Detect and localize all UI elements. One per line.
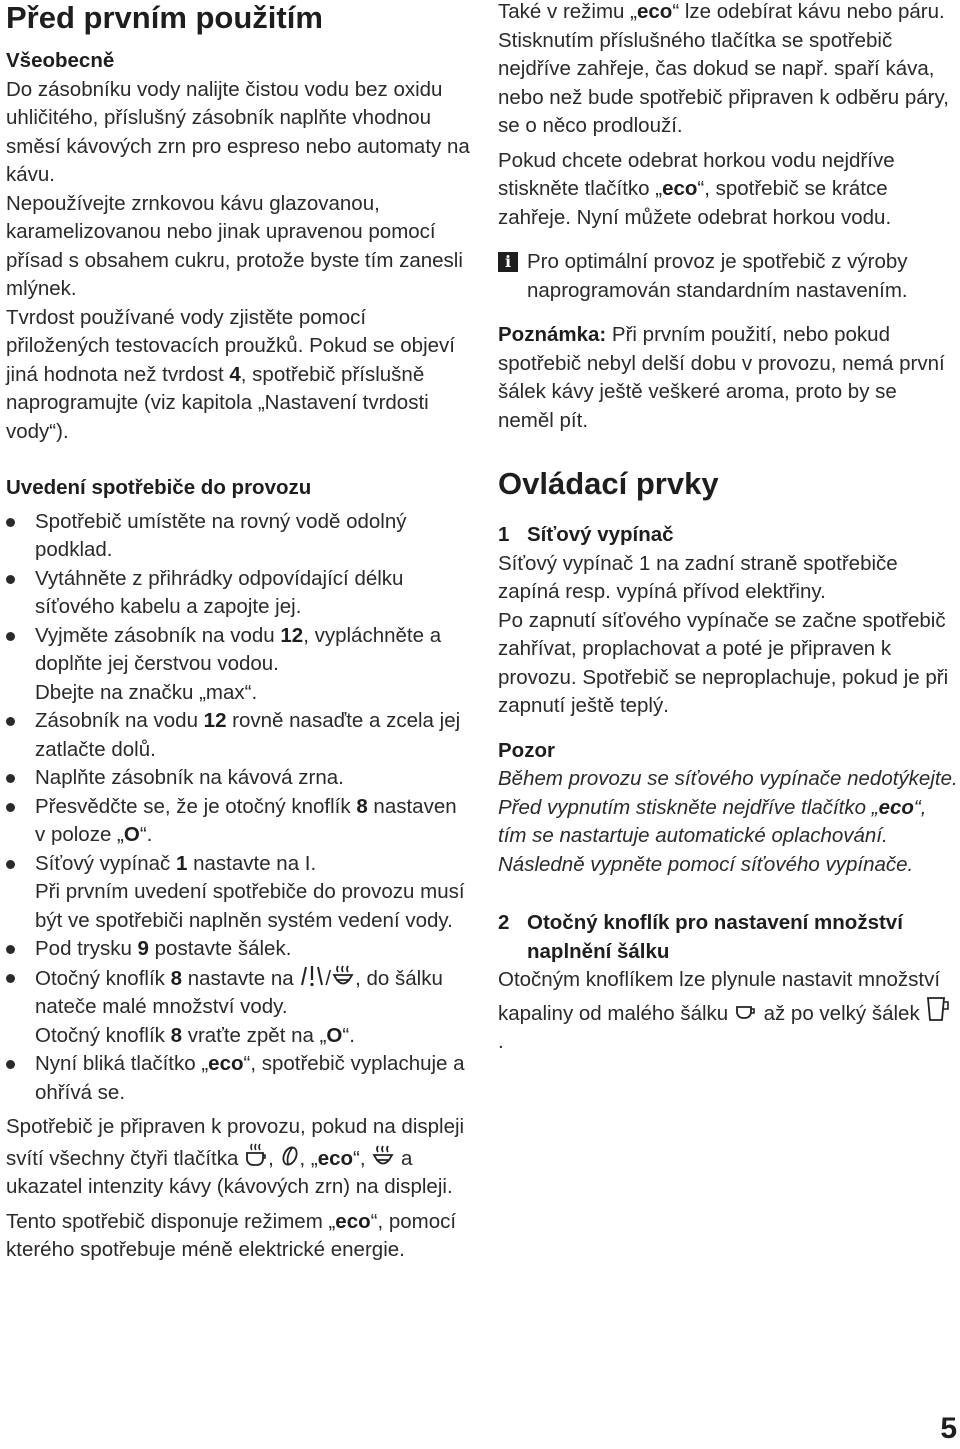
item-1-heading: 1 Síťový vypínač xyxy=(498,523,674,546)
cup-steam-icon xyxy=(244,1142,268,1168)
item-2-paragraph: Otočným knoflíkem lze plynule nastavit množství kapaliny od malého šálku až po velký šálek . xyxy=(498,966,958,1057)
item-1-paragraph-2: Po zapnutí síťového vypínače se začne spotřebič zahřívat, proplachovat a poté je připraven k provozu. Spotřebič se neproplachuje, pokud je při zapnutí ještě teplý. xyxy=(498,608,949,717)
info-note xyxy=(498,248,958,305)
controls-title: Ovládací prvky xyxy=(498,466,719,501)
list-item: Otočný knoflík 8 nastavte na / , do šálku nateče malé množství vody. Otočný knoflík 8 vraťte zpět na „O“. xyxy=(6,964,472,1051)
list-item: Spotřebič umístěte na rovný vodě odolný podklad. xyxy=(6,508,472,565)
eco-paragraph-2: Pokud chcete odebrat horkou vodu nejdříve stiskněte tlačítko „eco“, spotřebič se krátce zahřeje. Nyní můžete odebrat horkou vodu. xyxy=(498,148,895,229)
list-item: Zásobník na vodu 12 rovně nasaďte a zcela jej zatlačte dolů. xyxy=(6,707,472,764)
right-column xyxy=(498,0,958,1057)
large-cup-icon xyxy=(925,995,953,1023)
ready-paragraph: Spotřebič je připraven k provozu, pokud na displeji svítí všechny čtyři tlačítka , , „eco“, a ukazatel intenzity kávy (kávových zrn) na displeji. xyxy=(6,1115,465,1198)
hot-water-icon xyxy=(299,964,325,988)
steam-icon xyxy=(331,964,355,988)
general-heading: Všeobecně xyxy=(6,49,115,72)
list-item: Pod trysku 9 postavte šálek. xyxy=(6,935,472,964)
list-item: Naplňte zásobník na kávová zrna. xyxy=(6,764,472,793)
caution-heading: Pozor xyxy=(498,738,555,762)
eco-paragraph-1: Také v režimu „eco“ lze odebírat kávu nebo páru. Stisknutím příslušného tlačítka se spotřebič nejdříve zahřeje, čas dokud se např. spaří káva, nebo než bude spotřebič připraven k odběru páry, se o něco prodlouží. xyxy=(498,0,949,137)
general-paragraph-3: Tvrdost používané vody zjistěte pomocí přiložených testovacích proužků. Pokud se objeví jiná hodnota než tvrdost 4, spotřebič příslušně naprogramujte (viz kapitola „Nastavení tvrdosti vody“). xyxy=(6,305,455,443)
caution-paragraph-1: Během provozu se síťového vypínače nedotýkejte. xyxy=(498,767,958,790)
item-1-paragraph-1: Síťový vypínač 1 na zadní straně spotřebiče zapíná resp. vypíná přívod elektřiny. xyxy=(498,551,898,603)
coffee-bean-icon xyxy=(280,1144,300,1168)
list-item: Nyní bliká tlačítko „eco“, spotřebič vyplachuje a ohřívá se. xyxy=(6,1050,472,1107)
info-text: Pro optimální provoz je spotřebič z výroby naprogramován standardním nastavením. xyxy=(527,250,908,302)
list-item: Vytáhněte z přihrádky odpovídající délku síťového kabelu a zapojte jej. xyxy=(6,565,472,622)
info-icon: i xyxy=(498,252,518,272)
list-item: Vyjměte zásobník na vodu 12, vypláchněte a doplňte jej čerstvou vodou. Dbejte na značku „max“. xyxy=(6,622,472,708)
small-cup-icon xyxy=(734,1003,758,1023)
list-item: Síťový vypínač 1 nastavte na I. Při prvním uvedení spotřebiče do provozu musí být ve spotřebiči naplněn systém vedení vody. xyxy=(6,850,472,936)
item-2-heading: 2 Otočný knoflík pro nastavení množství naplnění šálku xyxy=(498,911,903,963)
start-heading: Uvedení spotřebiče do provozu xyxy=(6,476,312,499)
steam-icon xyxy=(371,1144,395,1168)
start-list xyxy=(6,508,472,1108)
eco-mode-paragraph: Tento spotřebič disponuje režimem „eco“, pomocí kterého spotřebuje méně elektrické energie. xyxy=(6,1209,457,1261)
page-number: 5 xyxy=(940,1412,957,1445)
page-title: Před prvním použitím xyxy=(6,0,323,35)
left-column xyxy=(6,0,472,1265)
caution-paragraph-2: Před vypnutím stiskněte nejdříve tlačítko „eco“, tím se nastartuje automatické oplachování. Následně vypněte pomocí síťového vypínače. xyxy=(498,795,927,876)
general-paragraph-2: Nepoužívejte zrnkovou kávu glazovanou, karamelizovanou nebo jinak upravenou pomocí přísad s obsahem cukru, protože byste tím zanesli mlýnek. xyxy=(6,191,463,300)
note-label: Poznámka: xyxy=(498,323,607,346)
note-paragraph: Poznámka: Při prvním použití, nebo pokud spotřebič nebyl delší dobu v provozu, nemá první šálek kávy ještě veškeré aroma, proto by se neměl pít. xyxy=(498,323,945,432)
general-paragraph-1: Do zásobníku vody nalijte čistou vodu bez oxidu uhličitého, příslušný zásobník naplňte vhodnou směsí kávových zrn pro espreso nebo automaty na kávu. xyxy=(6,77,470,186)
list-item: Přesvědčte se, že je otočný knoflík 8 nastaven v poloze „O“. xyxy=(6,793,472,850)
